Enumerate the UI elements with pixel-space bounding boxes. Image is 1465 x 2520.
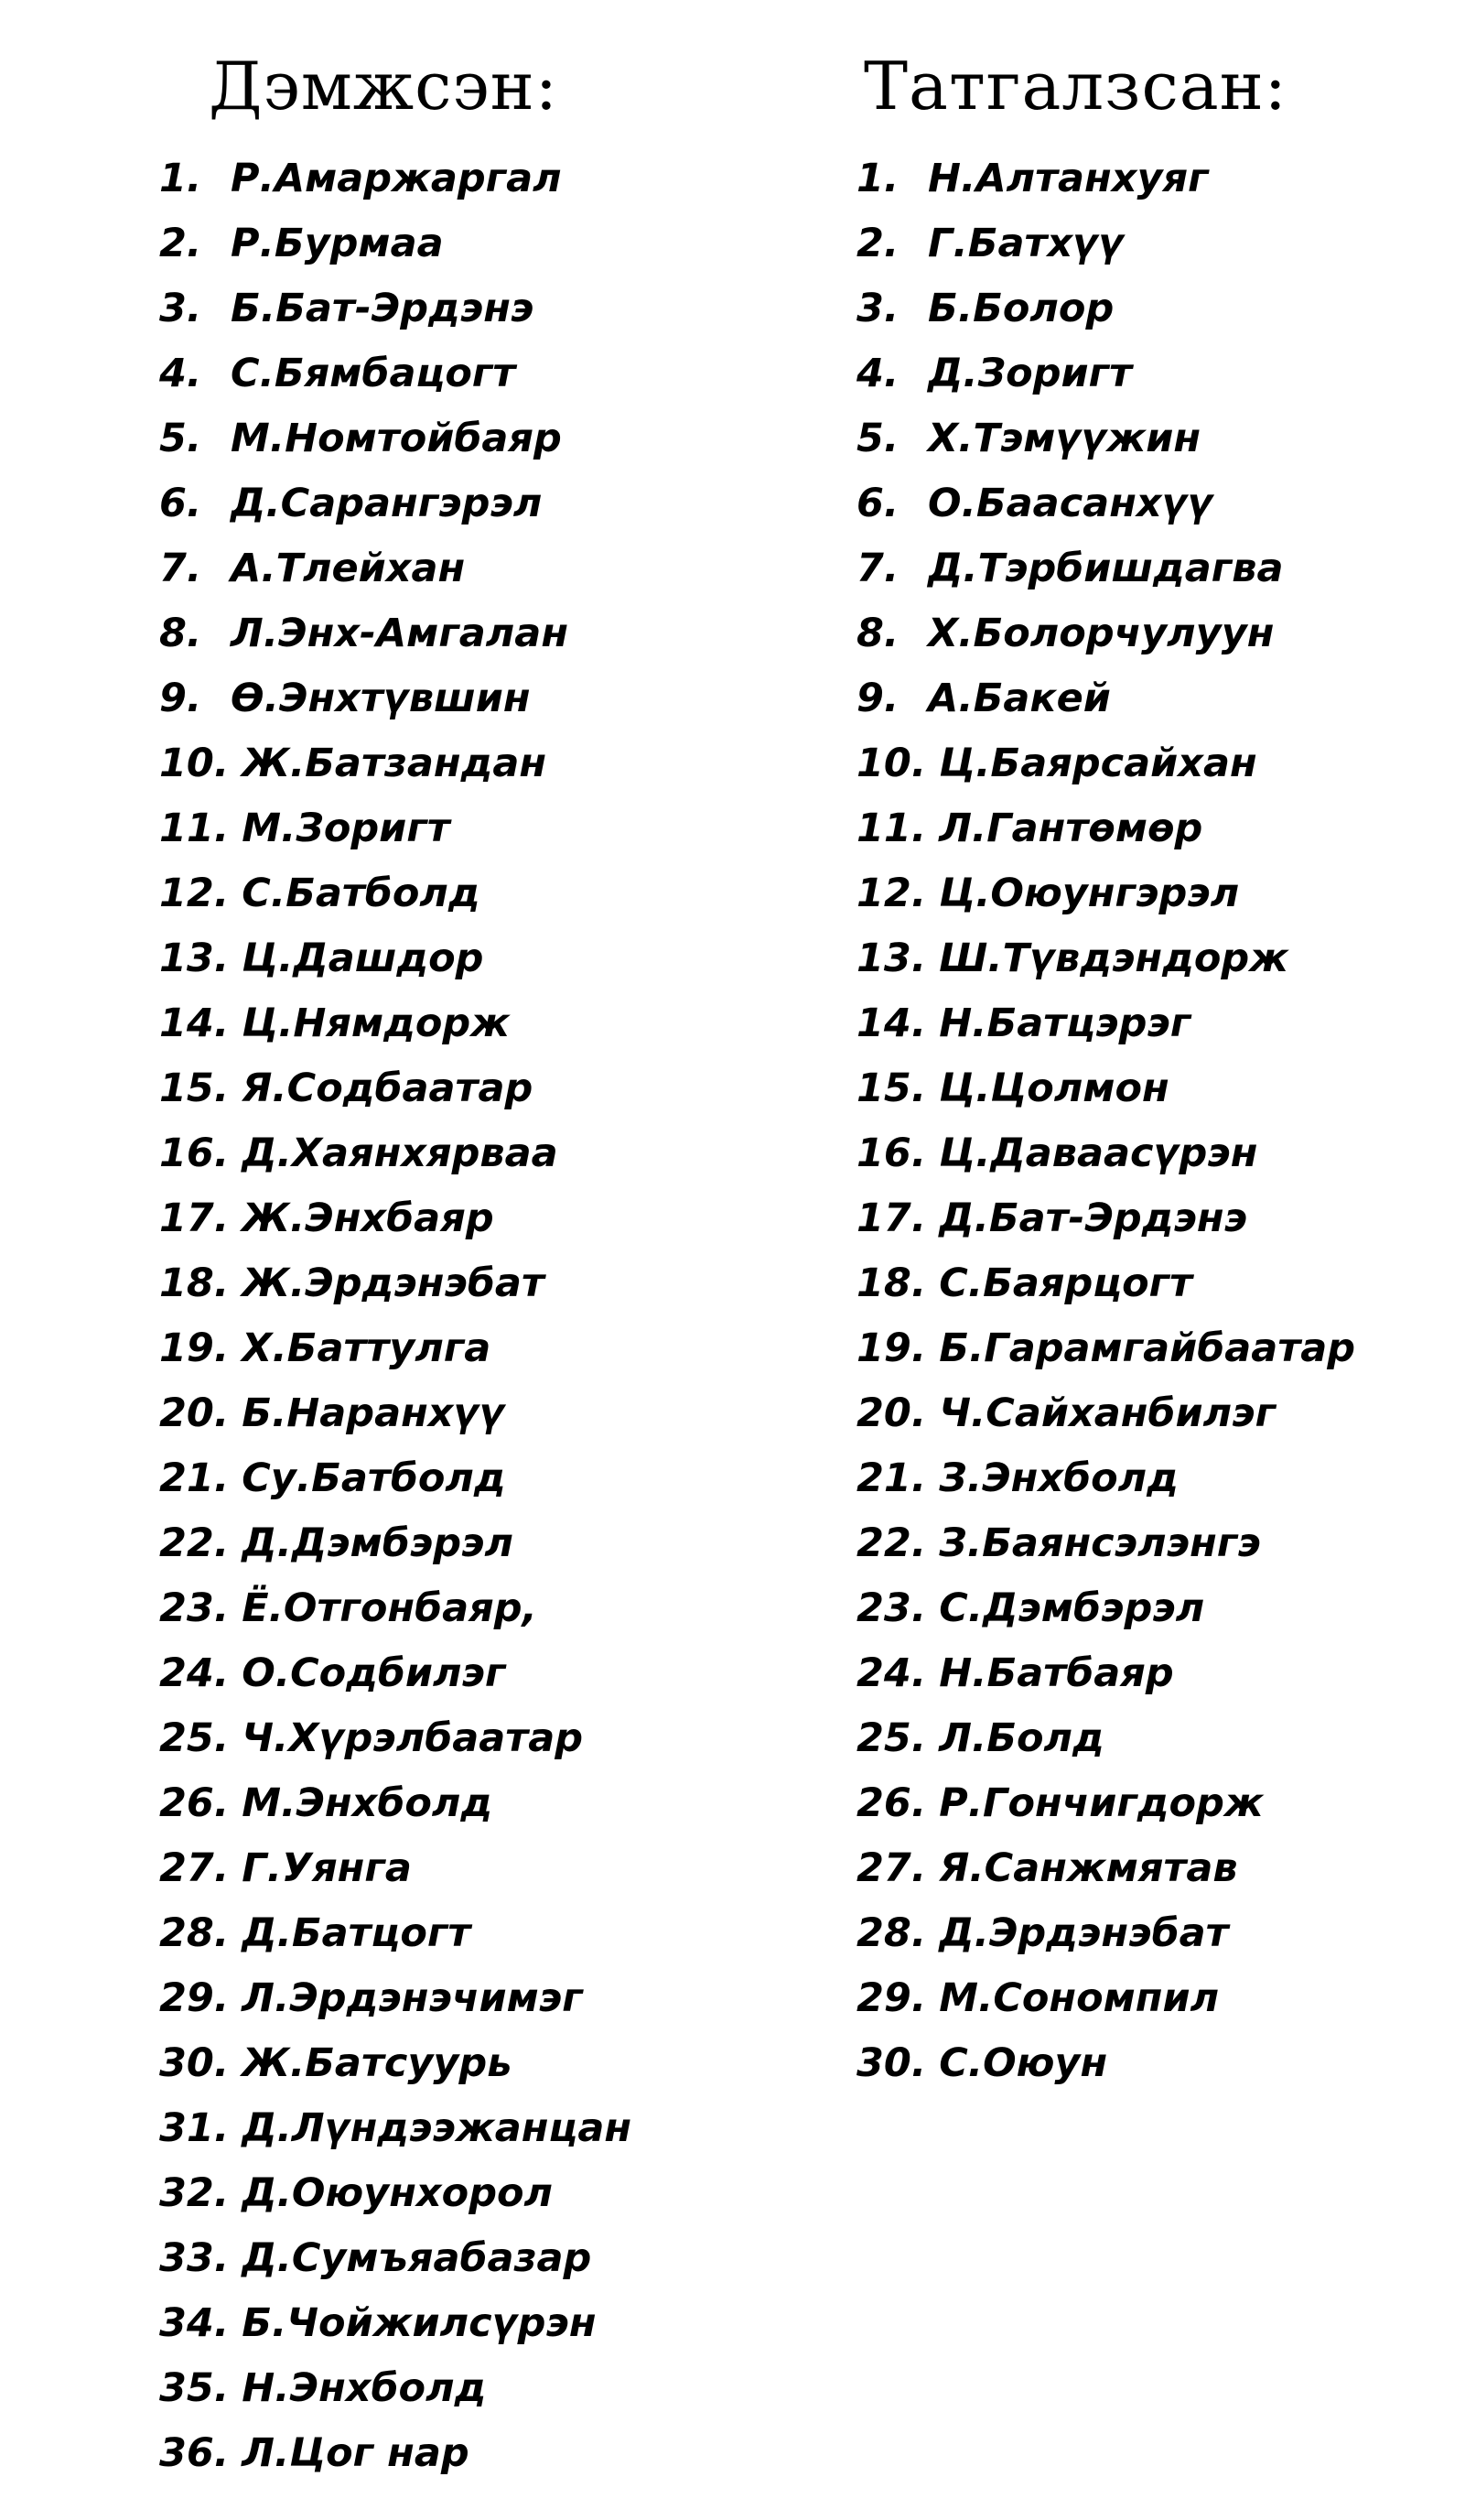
list-item [856,926,1355,991]
member-name: А.Бакей [928,676,1111,721]
member-name: Ж.Эрдэнэбат [242,1260,544,1306]
member-name: С.Дэмбэрэл [939,1585,1205,1631]
member-name: Д.Тэрбишдагва [928,546,1284,591]
member-name: Д.Лүндээжанцан [242,2105,632,2151]
list-item [159,1121,631,1186]
list-item [856,1446,1355,1511]
list-item [159,146,631,211]
member-name: С.Бямбацогт [231,351,516,396]
member-name: Л.Цог нар [242,2430,469,2476]
list-item [159,796,631,861]
member-name: Х.Баттулга [242,1325,491,1371]
list-item [159,1576,631,1641]
list-item [856,796,1355,861]
item-number: 28. [856,1910,927,1956]
member-name: М.Энхболд [242,1780,493,1826]
list-item [856,341,1355,406]
list-item [159,1641,631,1706]
list-item [159,861,631,926]
list-item [159,1251,631,1316]
item-number: 21. [159,1455,230,1501]
member-name: Г.Батхүү [928,221,1125,266]
member-name: Ж.Батзандан [242,741,547,786]
list-item [856,276,1355,341]
list-item [159,2421,631,2486]
rejected-heading: Татгалзсан: [864,48,1287,124]
item-number: 20. [856,1390,927,1436]
member-name: Ө.Энхтүвшин [231,676,531,721]
rejected-list [856,146,1355,2096]
item-number: 29. [159,1975,230,2021]
member-name: З.Баянсэлэнгэ [939,1520,1261,1566]
member-name: Ё.Отгонбаяр, [242,1585,537,1631]
member-name: Г.Уянга [242,1845,412,1891]
item-number: 7. [856,546,899,591]
item-number: 5. [159,416,202,461]
item-number: 17. [159,1195,230,1241]
list-item [159,2291,631,2356]
item-number: 22. [159,1520,230,1566]
item-number: 2. [159,221,202,266]
item-number: 28. [159,1910,230,1956]
item-number: 16. [159,1130,230,1176]
item-number: 25. [856,1715,927,1761]
member-name: Н.Батбаяр [939,1650,1174,1696]
list-item [159,341,631,406]
member-name: Х.Тэмүүжин [928,416,1201,461]
member-name: О.Содбилэг [242,1650,506,1696]
item-number: 10. [856,741,927,786]
item-number: 11. [159,806,230,851]
item-number: 11. [856,806,927,851]
item-number: 24. [159,1650,230,1696]
item-number: 8. [856,611,899,656]
list-item [159,991,631,1056]
member-name: Р.Амаржаргал [231,156,562,201]
member-name: Ц.Оюунгэрэл [939,871,1240,916]
member-name: Ц.Дашдор [242,936,484,981]
member-name: С.Батболд [242,871,480,916]
item-number: 15. [856,1065,927,1111]
list-item [159,1836,631,1901]
item-number: 6. [856,481,899,526]
item-number: 2. [856,221,899,266]
list-item [159,1056,631,1121]
item-number: 31. [159,2105,230,2151]
member-name: Н.Энхболд [242,2365,487,2411]
item-number: 30. [856,2040,927,2086]
list-item [856,991,1355,1056]
member-name: Я.Санжмятав [939,1845,1238,1891]
item-number: 17. [856,1195,927,1241]
item-number: 32. [159,2170,230,2216]
member-name: Д.Зоригт [928,351,1133,396]
member-name: Р.Гончигдорж [939,1780,1264,1826]
member-name: А.Тлейхан [231,546,466,591]
item-number: 8. [159,611,202,656]
list-item [159,1186,631,1251]
member-name: Ч.Сайханбилэг [939,1390,1276,1436]
list-item [856,1511,1355,1576]
item-number: 12. [159,871,230,916]
item-number: 14. [159,1000,230,1046]
item-number: 35. [159,2365,230,2411]
item-number: 33. [159,2235,230,2281]
list-item [856,536,1355,601]
list-item [856,861,1355,926]
item-number: 9. [856,676,899,721]
item-number: 16. [856,1130,927,1176]
item-number: 3. [159,286,202,331]
member-name: М.Зоригт [242,806,450,851]
list-item [159,666,631,731]
member-name: М.Номтойбаяр [231,416,562,461]
item-number: 36. [159,2430,230,2476]
list-item [856,731,1355,796]
supported-list [159,146,631,2486]
member-name: Д.Оюунхорол [242,2170,554,2216]
list-item [159,1966,631,2031]
item-number: 6. [159,481,202,526]
member-name: Ч.Хүрэлбаатар [242,1715,583,1761]
item-number: 18. [159,1260,230,1306]
list-item [159,601,631,666]
item-number: 1. [159,156,202,201]
item-number: 19. [856,1325,927,1371]
item-number: 14. [856,1000,927,1046]
item-number: 13. [856,936,927,981]
member-name: Н.Батцэрэг [939,1000,1191,1046]
supported-heading: Дэмжсэн: [209,48,558,124]
list-item [159,2161,631,2226]
member-name: Д.Эрдэнэбат [939,1910,1229,1956]
item-number: 23. [159,1585,230,1631]
list-item [159,731,631,796]
item-number: 19. [159,1325,230,1371]
list-item [856,471,1355,536]
member-name: Д.Дэмбэрэл [242,1520,514,1566]
list-item [159,1706,631,1771]
list-item [159,276,631,341]
item-number: 4. [159,351,202,396]
item-number: 15. [159,1065,230,1111]
member-name: С.Оюун [939,2040,1108,2086]
item-number: 13. [159,936,230,981]
member-name: Д.Хаянхярваа [242,1130,558,1176]
member-name: Б.Чойжилсүрэн [242,2300,597,2346]
member-name: Су.Батболд [242,1455,506,1501]
list-item [856,1186,1355,1251]
list-item [856,1836,1355,1901]
list-item [856,1771,1355,1836]
member-name: Б.Гарамгайбаатар [939,1325,1356,1371]
item-number: 22. [856,1520,927,1566]
item-number: 3. [856,286,899,331]
list-item [856,666,1355,731]
list-item [159,211,631,276]
list-item [856,1901,1355,1966]
item-number: 24. [856,1650,927,1696]
item-number: 20. [159,1390,230,1436]
list-item [159,2356,631,2421]
member-name: Р.Бурмаа [231,221,444,266]
item-number: 7. [159,546,202,591]
list-item [856,1056,1355,1121]
list-item [159,1316,631,1381]
member-name: С.Баярцогт [939,1260,1193,1306]
list-item [159,471,631,536]
list-item [856,146,1355,211]
list-item [159,1901,631,1966]
item-number: 27. [159,1845,230,1891]
list-item [856,601,1355,666]
item-number: 9. [159,676,202,721]
list-item [856,1121,1355,1186]
item-number: 1. [856,156,899,201]
list-item [159,926,631,991]
item-number: 10. [159,741,230,786]
list-item [159,1381,631,1446]
list-item [856,1641,1355,1706]
member-name: Л.Болд [939,1715,1104,1761]
list-item [856,1576,1355,1641]
item-number: 21. [856,1455,927,1501]
item-number: 29. [856,1975,927,2021]
member-name: Н.Алтанхуяг [928,156,1209,201]
member-name: Я.Содбаатар [242,1065,533,1111]
member-name: Ж.Энхбаяр [242,1195,494,1241]
list-item [856,406,1355,471]
member-name: Ж.Батсуурь [242,2040,512,2086]
item-number: 30. [159,2040,230,2086]
member-name: М.Сономпил [939,1975,1220,2021]
list-item [159,1511,631,1576]
item-number: 26. [856,1780,927,1826]
item-number: 23. [856,1585,927,1631]
member-name: Л.Энх-Амгалан [231,611,569,656]
list-item [159,2096,631,2161]
list-item [856,1251,1355,1316]
member-name: Б.Бат-Эрдэнэ [231,286,534,331]
list-item [856,1316,1355,1381]
member-name: Б.Наранхүү [242,1390,505,1436]
list-item [159,1771,631,1836]
member-name: Ц.Баярсайхан [939,741,1257,786]
member-name: Ц.Нямдорж [242,1000,510,1046]
member-name: Ш.Түвдэндорж [939,936,1288,981]
member-name: Ц.Даваасүрэн [939,1130,1258,1176]
member-name: Л.Гантөмөр [939,806,1203,851]
list-item [159,536,631,601]
member-name: Ц.Цолмон [939,1065,1169,1111]
member-name: Д.Сумъяабазар [242,2235,592,2281]
item-number: 25. [159,1715,230,1761]
item-number: 5. [856,416,899,461]
list-item [159,406,631,471]
member-name: Д.Бат-Эрдэнэ [939,1195,1248,1241]
member-name: Л.Эрдэнэчимэг [242,1975,583,2021]
list-item [856,1966,1355,2031]
list-item [856,1381,1355,1446]
list-item [856,2031,1355,2096]
member-name: Х.Болорчулуун [928,611,1275,656]
item-number: 26. [159,1780,230,1826]
list-item [159,1446,631,1511]
member-name: О.Баасанхүү [928,481,1213,526]
member-name: Б.Болор [928,286,1115,331]
list-item [856,1706,1355,1771]
list-item [159,2031,631,2096]
member-name: Д.Сарангэрэл [231,481,543,526]
list-item [856,211,1355,276]
list-item [159,2226,631,2291]
member-name: Д.Батцогт [242,1910,471,1956]
item-number: 12. [856,871,927,916]
item-number: 18. [856,1260,927,1306]
item-number: 4. [856,351,899,396]
item-number: 34. [159,2300,230,2346]
item-number: 27. [856,1845,927,1891]
member-name: З.Энхболд [939,1455,1179,1501]
